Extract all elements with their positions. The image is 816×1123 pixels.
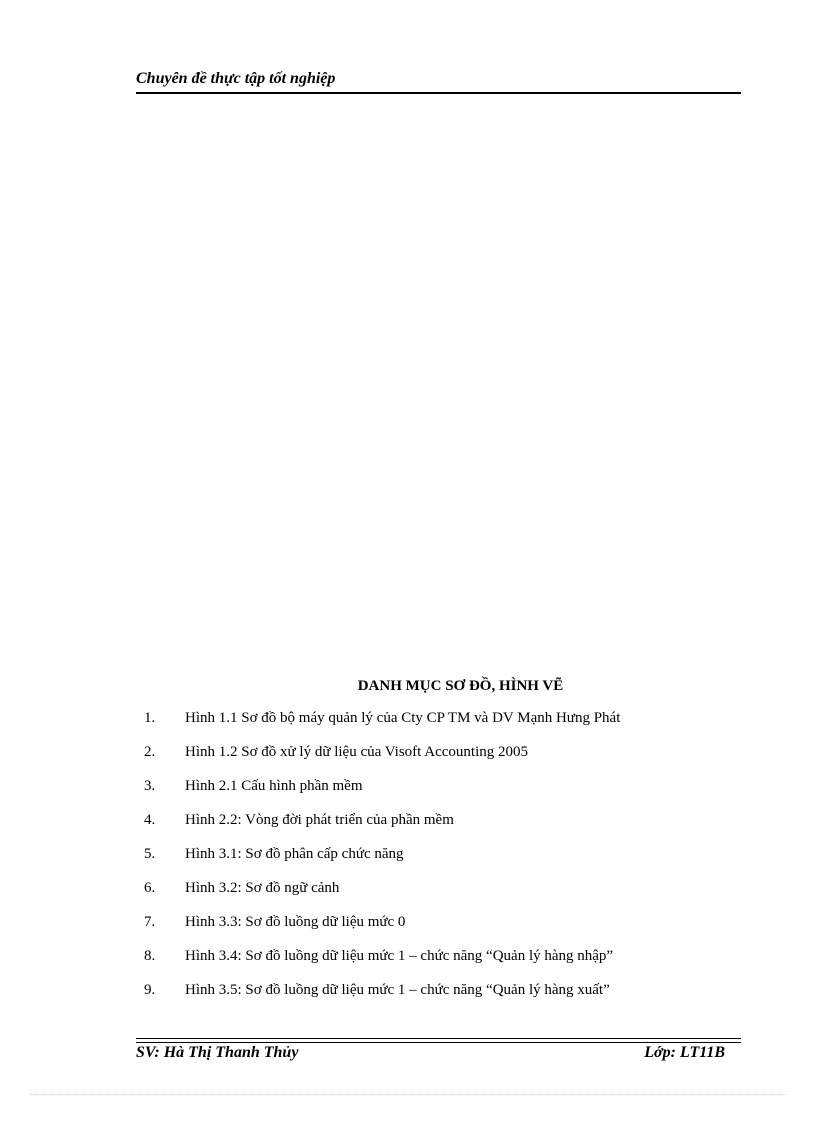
- page-header: [136, 68, 741, 94]
- footer-class: Lớp: LT11B: [644, 1044, 725, 1061]
- list-item: [144, 846, 744, 880]
- footer-divider: [136, 1038, 741, 1043]
- item-text: Hình 2.1 Cấu hình phần mềm: [185, 778, 363, 794]
- list-item: [144, 948, 744, 982]
- list-item: [144, 880, 744, 914]
- item-number: 7.: [144, 914, 156, 930]
- figure-list-title: DANH MỤC SƠ ĐỒ, HÌNH VẼ: [357, 678, 564, 694]
- item-number: 6.: [144, 880, 156, 896]
- header-title: Chuyên đề thực tập tốt nghiệp: [136, 70, 336, 87]
- item-text: Hình 1.2 Sơ đồ xử lý dữ liệu của Visoft Accounting 2005: [185, 744, 528, 760]
- item-number: 3.: [144, 778, 156, 794]
- list-item: [144, 914, 744, 948]
- item-text: Hình 1.1 Sơ đồ bộ máy quản lý của Cty CP TM và DV Mạnh Hưng Phát: [185, 710, 621, 726]
- list-item: [144, 778, 744, 812]
- item-number: 1.: [144, 710, 156, 726]
- item-number: 8.: [144, 948, 156, 964]
- list-item: [144, 812, 744, 846]
- list-item: [144, 744, 744, 778]
- item-text: Hình 3.4: Sơ đồ luồng dữ liệu mức 1 – chức năng “Quản lý hàng nhập”: [185, 948, 614, 964]
- item-number: 2.: [144, 744, 156, 760]
- item-text: Hình 3.1: Sơ đồ phân cấp chức năng: [185, 846, 404, 862]
- item-number: 9.: [144, 982, 156, 998]
- item-text: Hình 3.3: Sơ đồ luồng dữ liệu mức 0: [185, 914, 406, 930]
- item-number: 4.: [144, 812, 156, 828]
- page-bottom-divider: [30, 1094, 786, 1095]
- item-text: Hình 3.2: Sơ đồ ngữ cảnh: [185, 880, 340, 896]
- figure-list: [144, 710, 744, 1016]
- list-item: [144, 982, 744, 1016]
- item-text: Hình 3.5: Sơ đồ luồng dữ liệu mức 1 – chức năng “Quản lý hàng xuất”: [185, 982, 610, 998]
- item-text: Hình 2.2: Vòng đời phát triển của phần mềm: [185, 812, 454, 828]
- footer-student-name: SV: Hà Thị Thanh Thủy: [136, 1044, 299, 1061]
- item-number: 5.: [144, 846, 156, 862]
- list-item: [144, 710, 744, 744]
